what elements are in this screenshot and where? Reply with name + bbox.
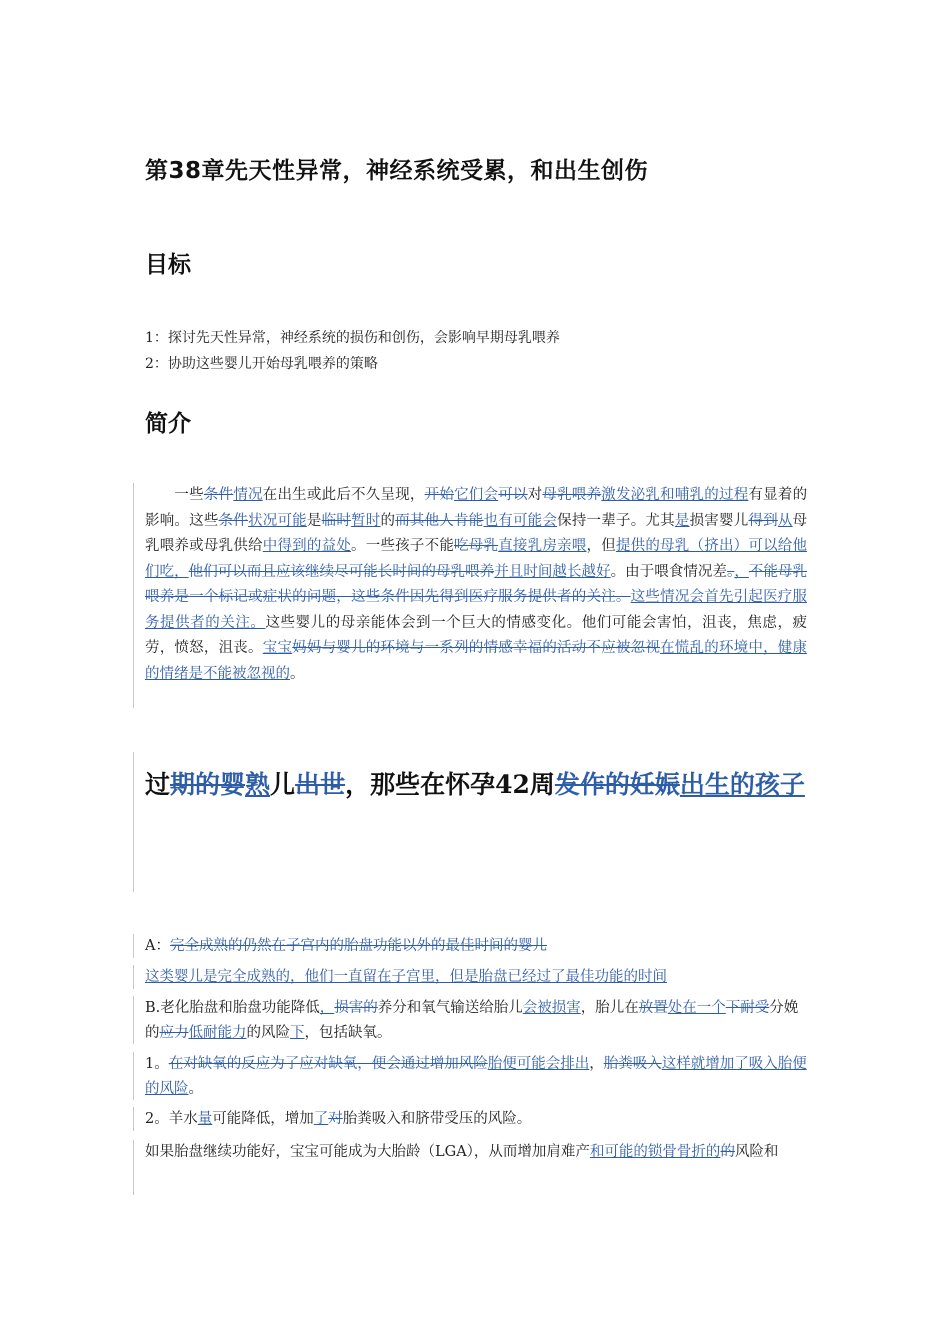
inserted-text: 提供的母乳（挤出）可以给他们吃， <box>145 538 808 580</box>
deleted-text: 下耐受 <box>725 1000 770 1016</box>
inserted-text: 出生的孩子 <box>679 770 805 799</box>
deleted-text: 放置 <box>638 1000 668 1016</box>
deleted-text: 期的婴 <box>170 770 246 799</box>
deleted-text: 发作的妊娠 <box>554 770 680 799</box>
deleted-text: 在对缺氧的反应为了应对缺氧，便会通过增加风险 <box>168 1056 488 1072</box>
deleted-text: 出世 <box>295 770 346 799</box>
text-run: 儿 <box>270 770 296 799</box>
revision-bar <box>133 996 134 1044</box>
deleted-text: 他们可以而且应该继续尽可能长时间的母乳喂养 <box>188 563 495 580</box>
text-run: 保持一辈子。尤其 <box>557 512 675 529</box>
text-run: 这些婴儿的母亲能体会到一个巨大的情感变化。他们可能会害怕，沮丧，焦虑，疲劳，愤怒，沮丧。 <box>145 614 808 656</box>
list-item <box>145 1052 807 1102</box>
text-run: 可能降低，增加 <box>212 1111 314 1127</box>
inserted-text: 直接乳房亲喂 <box>498 538 587 554</box>
inserted-text: 量 <box>197 1111 213 1127</box>
inserted-text: 从 <box>777 512 793 529</box>
text-run: 对 <box>527 487 543 503</box>
text-run: ， <box>589 1056 604 1072</box>
objective-1: 1：探讨先天性异常，神经系统的损伤和创伤，会影响早期母乳喂养 <box>145 330 560 346</box>
text-run: 损害婴儿 <box>689 512 749 529</box>
deleted-text: 完全成熟的仍然在子宫内的胎盘功能以外的最佳时间的婴儿 <box>169 938 547 954</box>
inserted-text: 是 <box>674 512 690 529</box>
deleted-text: 得到 <box>748 512 778 529</box>
revision-bar <box>133 934 134 958</box>
revision-bar <box>133 1140 134 1195</box>
objectives-heading: 目标 <box>145 252 191 278</box>
text-run: B.老化胎盘和胎盘功能降低 <box>145 1000 320 1016</box>
text-run: ，胎儿在 <box>580 1000 639 1016</box>
deleted-text: 对 <box>328 1111 343 1127</box>
list-item <box>145 965 807 990</box>
text-run: ，那些在怀孕42周 <box>345 770 555 799</box>
revision-bar <box>133 1052 134 1100</box>
inserted-text: 情况 <box>233 487 263 503</box>
inserted-text: 激发泌乳和哺乳的过程 <box>601 487 749 503</box>
text-run: ，但 <box>586 538 616 554</box>
text-run: 1。 <box>145 1056 169 1072</box>
inserted-text: 这类婴儿是完全成熟的，他们一直留在子宫里，但是胎盘已经过了最佳功能的时间 <box>145 969 667 985</box>
text-run: 2。羊水 <box>145 1111 198 1127</box>
deleted-text: 母乳喂养 <box>542 487 602 503</box>
deleted-text: 临时 <box>321 512 352 529</box>
inserted-text: 了 <box>313 1111 329 1127</box>
list-item <box>145 934 807 959</box>
inserted-text: 状况可能 <box>248 512 307 529</box>
deleted-text: 妈妈与婴儿的环境与一系列的情感幸福的活动不应被忽视 <box>292 640 661 656</box>
deleted-text: 吃母乳 <box>454 538 499 554</box>
postterm-heading <box>145 740 810 830</box>
text-run: 的风险 <box>246 1025 290 1041</box>
revision-bar <box>133 483 134 708</box>
inserted-text: 这些情况会首先引起医疗服务提供者的关注。 <box>145 589 807 631</box>
deleted-text: 不能母乳喂养是一个标记或症状的问题，这些条件因先得到医疗服务提供者的关注。 <box>145 563 808 605</box>
list-item <box>145 1140 807 1165</box>
revision-bar <box>133 1107 134 1131</box>
text-run: 的 <box>380 512 396 529</box>
text-run: 胎粪吸入和脐带受压的风险。 <box>342 1111 532 1127</box>
text-run: 。 <box>290 665 305 682</box>
text-run: 如果胎盘继续功能好，宝宝可能成为大胎龄（LGA），从而增加肩难产 <box>145 1144 590 1160</box>
text-run: 母乳喂养或母乳供给 <box>145 512 808 554</box>
text-run: 是 <box>306 512 322 529</box>
inserted-text: 在慌乱的环境中，健康的情绪是不能被忽视的 <box>145 640 808 682</box>
text-run: ，包括缺氧。 <box>304 1025 392 1041</box>
deleted-text: 而其他人肯能 <box>395 512 484 529</box>
text-run: 。由于喂食情况差 <box>610 563 728 580</box>
inserted-text: ， <box>734 563 749 580</box>
inserted-text: 宝宝 <box>262 640 293 656</box>
list-item <box>145 1107 807 1132</box>
inserted-text: 低耐能力 <box>188 1025 247 1041</box>
revision-bar <box>133 752 134 892</box>
deleted-text: 损害的 <box>334 1000 378 1016</box>
deleted-text: 。 <box>727 563 735 580</box>
text-run: 。 <box>188 1081 203 1097</box>
deleted-text: 的 <box>720 1144 735 1160</box>
inserted-text: 中得到的益处 <box>262 538 352 554</box>
text-run: 分娩的 <box>145 1000 799 1041</box>
list-item <box>145 996 807 1046</box>
inserted-text: 并且时间越长越好 <box>494 563 611 580</box>
text-run: 一些 <box>145 487 204 503</box>
text-run: 。一些孩子不能 <box>351 538 455 554</box>
deleted-text: 可以 <box>498 487 528 503</box>
deleted-text: 应力 <box>159 1025 189 1041</box>
text-run: 养分和氧气输送给胎儿 <box>377 1000 523 1016</box>
objective-2: 2：协助这些婴儿开始母乳喂养的策略 <box>145 356 378 372</box>
text-run: 在出生或此后不久呈现， <box>262 487 425 503</box>
deleted-text: 条件 <box>218 512 249 529</box>
inserted-text: 暂时 <box>351 512 381 529</box>
intro-heading: 简介 <box>145 411 191 437</box>
deleted-text: 条件 <box>203 487 234 503</box>
deleted-text: 胎粪吸入 <box>603 1056 662 1072</box>
intro-paragraph <box>145 483 807 687</box>
inserted-text: 和可能的锁骨骨折的 <box>589 1144 721 1160</box>
inserted-text: ， <box>319 1000 335 1016</box>
inserted-text: 这样就增加了吸入胎便的风险 <box>145 1056 807 1097</box>
inserted-text: 下 <box>290 1025 305 1041</box>
inserted-text: 胎便可能会排出 <box>487 1056 590 1072</box>
text-run: 过 <box>145 770 171 799</box>
text-run: 风险和 <box>734 1144 779 1160</box>
chapter-title: 第38章先天性异常，神经系统受累，和出生创伤 <box>145 158 649 184</box>
text-run: A： <box>145 938 170 954</box>
inserted-text: 会被损害 <box>522 1000 581 1016</box>
inserted-text: 也有可能会 <box>483 512 558 529</box>
inserted-text: 它们会 <box>454 487 499 503</box>
text-run: 有显着的影响。这些 <box>145 487 808 529</box>
inserted-text: 处在一个 <box>667 1000 726 1016</box>
deleted-text: 开始 <box>424 487 455 503</box>
revision-bar <box>133 965 134 989</box>
inserted-text: 熟 <box>245 770 271 799</box>
